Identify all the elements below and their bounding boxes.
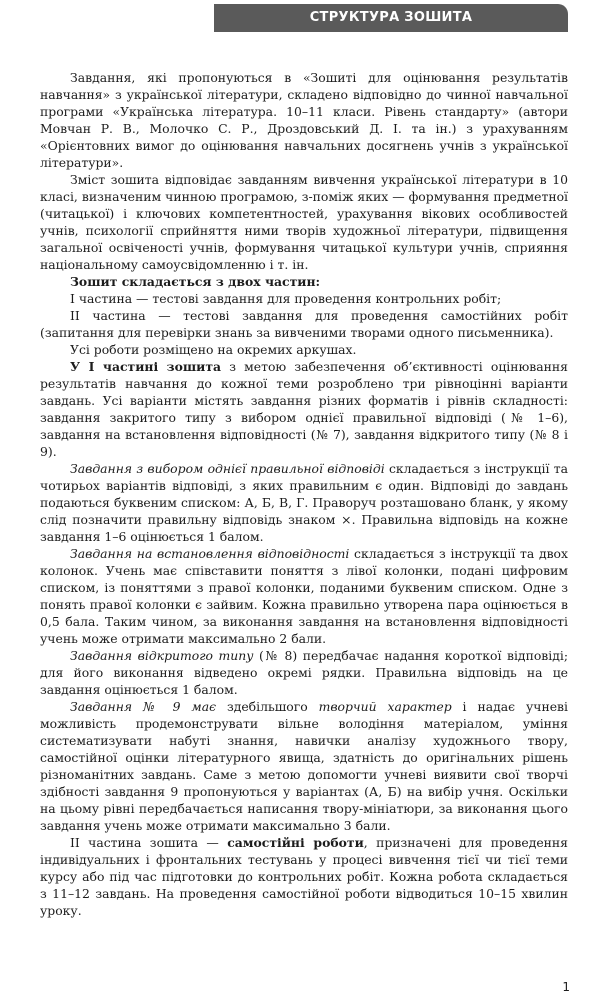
task-nine-term: Завдання № 9 має xyxy=(70,699,217,714)
part-two-lead: II частина зошита — xyxy=(70,835,228,850)
task-nine-mid: здебільшого xyxy=(216,699,319,714)
task-nine-creative-term: творчий характер xyxy=(318,699,452,714)
paragraph-content: Зміст зошита відповідає завданням вивчення української літератури в 10 класі, визначеним чинною програмою, з-поміж яких — формування предметної (читацької) і ключових компетентностей, урахування вікових особливостей учнів, психології сприйняття ними творів художньої літератури, підвищення загальної освіченості учнів, формування читацької культури учнів, сприяння національному самоусвідомленню і т. ін. xyxy=(40,172,568,272)
part-two-bold-term: самостійні роботи xyxy=(227,835,364,850)
matching-text: складається з інструкції та двох колонок. Учень має співставити поняття з лівої колонки, подані цифровим списком, із поняттями з правої колонки, поданими буквеним списком. Одне з понять правої колонки є зайвим. Кожна правильно утворена пара оцінюється в 0,5 бала. Таким чином, за виконання завдання на встановлення відповідності учень може отримати максимально 2 бали. xyxy=(40,546,568,646)
paragraph-matching xyxy=(40,545,568,647)
paragraph-sheets: Усі роботи розміщено на окремих аркушах. xyxy=(70,342,357,357)
single-choice-term: Завдання з вибором однієї правильної відповіді xyxy=(70,461,385,476)
section-title: СТРУКТУРА ЗОШИТА xyxy=(309,10,473,25)
part-two-text: , призначені для проведення індивідуальних і фронтальних тестувань у процесі вивчення тієї чи тієї теми курсу або під час підготовки до контрольних робіт. Кожна робота складається з 11–12 завдань. На проведення самостійної роботи відводиться 10–15 хвилин уроку. xyxy=(40,835,568,918)
paragraph-task-nine xyxy=(40,698,568,834)
paragraph-part-one: I частина — тестові завдання для проведення контрольних робіт; xyxy=(70,291,502,306)
part-one-bold-lead: У I частині зошита xyxy=(70,359,222,374)
paragraph-part-two-details xyxy=(40,834,568,919)
document-body xyxy=(40,69,568,919)
section-title-banner xyxy=(214,4,568,32)
page-number: 1 xyxy=(562,980,570,994)
part-one-text: з метою забезпечення об’єктивності оцінювання результатів навчання до кожної теми розроблено три рівноцінні варіанти завдань. Усі варіанти містять завдання різних форматів і рівнів складності: завдання закритого типу з вибором однієї правильної відповіді (№ 1–6), завдання на встановлення відповідності (№ 7), завдання відкритого типу (№ 8 і 9). xyxy=(40,359,568,459)
paragraph-intro: Завдання, які пропонуються в «Зошиті для оцінювання результатів навчання» з української літератури, складено відповідно до чинної навчальної програми «Українська література. 10–11 класи. Рівень стандарту» (автори Мовчан Р. В., Молочко С. Р., Дроздовський Д. І. та ін.) з урахуванням «Орієнтовних вимог до оцінювання навчальних досягнень учнів з української літератури». xyxy=(40,70,568,170)
task-nine-text: і надає учневі можливість продемонструвати вільне володіння матеріалом, уміння систематизувати набуті знання, навички аналізу художнього твору, самостійної оцінки літературного явища, здатність до оригінальних рішень різноманітних завдань. Саме з метою допомогти учневі виявити свої творчі здібності завдання 9 пропонуються у варіантах (А, Б) на вибір учня. Оскільки на цьому рівні передбачається написання твору-мініатюри, за виконання цього завдання учень може отримати максимально 3 бали. xyxy=(40,699,568,833)
paragraph-single-choice xyxy=(40,460,568,545)
paragraph-structure-heading: Зошит складається з двох частин: xyxy=(70,274,321,289)
paragraph-part-one-details xyxy=(40,358,568,460)
matching-term: Завдання на встановлення відповідності xyxy=(70,546,350,561)
paragraph-open-task xyxy=(40,647,568,698)
open-task-term: Завдання відкритого типу xyxy=(70,648,254,663)
single-choice-text: складається з інструкції та чотирьох варіантів відповіді, з яких правильним є один. Відповіді до завдань подаються буквеним списком: А, Б, В, Г. Праворуч розташовано бланк, у якому слід позначити правильну відповідь знаком ×. Правильна відповідь на кожне завдання 1–6 оцінюється 1 балом. xyxy=(40,461,568,544)
paragraph-part-two: II частина — тестові завдання для проведення самостійних робіт (запитання для перевірки знань за вивченими творами одного письменника). xyxy=(40,308,568,340)
open-task-text: (№ 8) передбачає надання короткої відповіді; для його виконання відведено окремі рядки. Правильна відповідь на це завдання оцінюється 1 балом. xyxy=(40,648,568,697)
